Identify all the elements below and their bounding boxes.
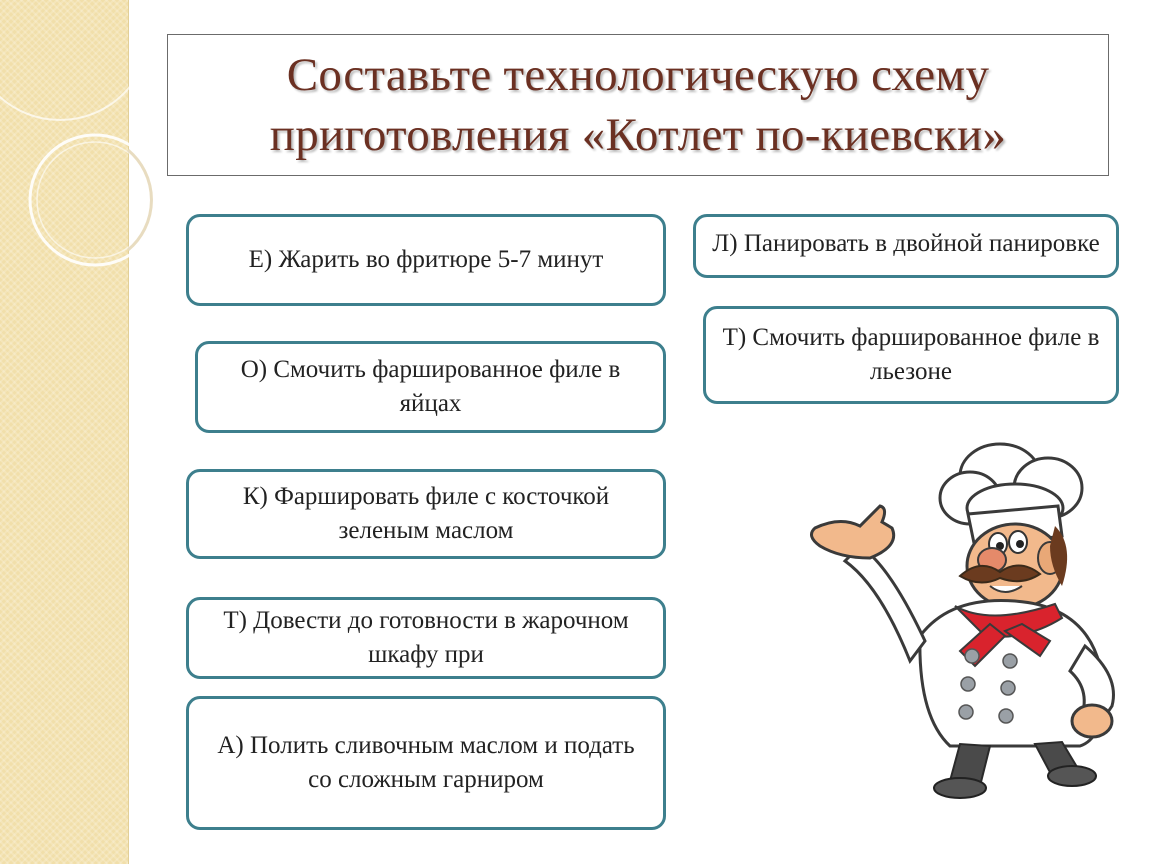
step-a-serve: [186, 696, 666, 830]
step-text: А) Полить сливочным маслом и подать со сложным гарниром: [217, 732, 635, 793]
title-line-1: Составьте технологическую схему: [286, 49, 990, 101]
step-text: Л) Панировать в двойной панировке: [712, 230, 1100, 257]
chef-cartoon-icon: [800, 436, 1130, 801]
step-text: К) Фаршировать филе с косточкой зеленым маслом: [242, 483, 610, 544]
step-o-egg: [195, 341, 666, 433]
step-l-bread: [693, 214, 1119, 278]
step-text: Т) Смочить фаршированное филе в льезоне: [722, 324, 1100, 385]
step-k-stuff: [186, 469, 666, 559]
step-t-oven: [186, 597, 666, 679]
step-text: О) Смочить фаршированное филе в яйцах: [240, 356, 621, 417]
step-text: Т) Довести до готовности в жарочном шкафу при: [223, 607, 629, 668]
title-line-2: приготовления «Котлет по-киевски»: [269, 109, 1007, 161]
step-text: Е) Жарить во фритюре 5-7 минут: [248, 246, 604, 273]
step-t-liaison: [703, 306, 1119, 404]
step-e-fry: [186, 214, 666, 306]
title-box: [167, 34, 1109, 176]
